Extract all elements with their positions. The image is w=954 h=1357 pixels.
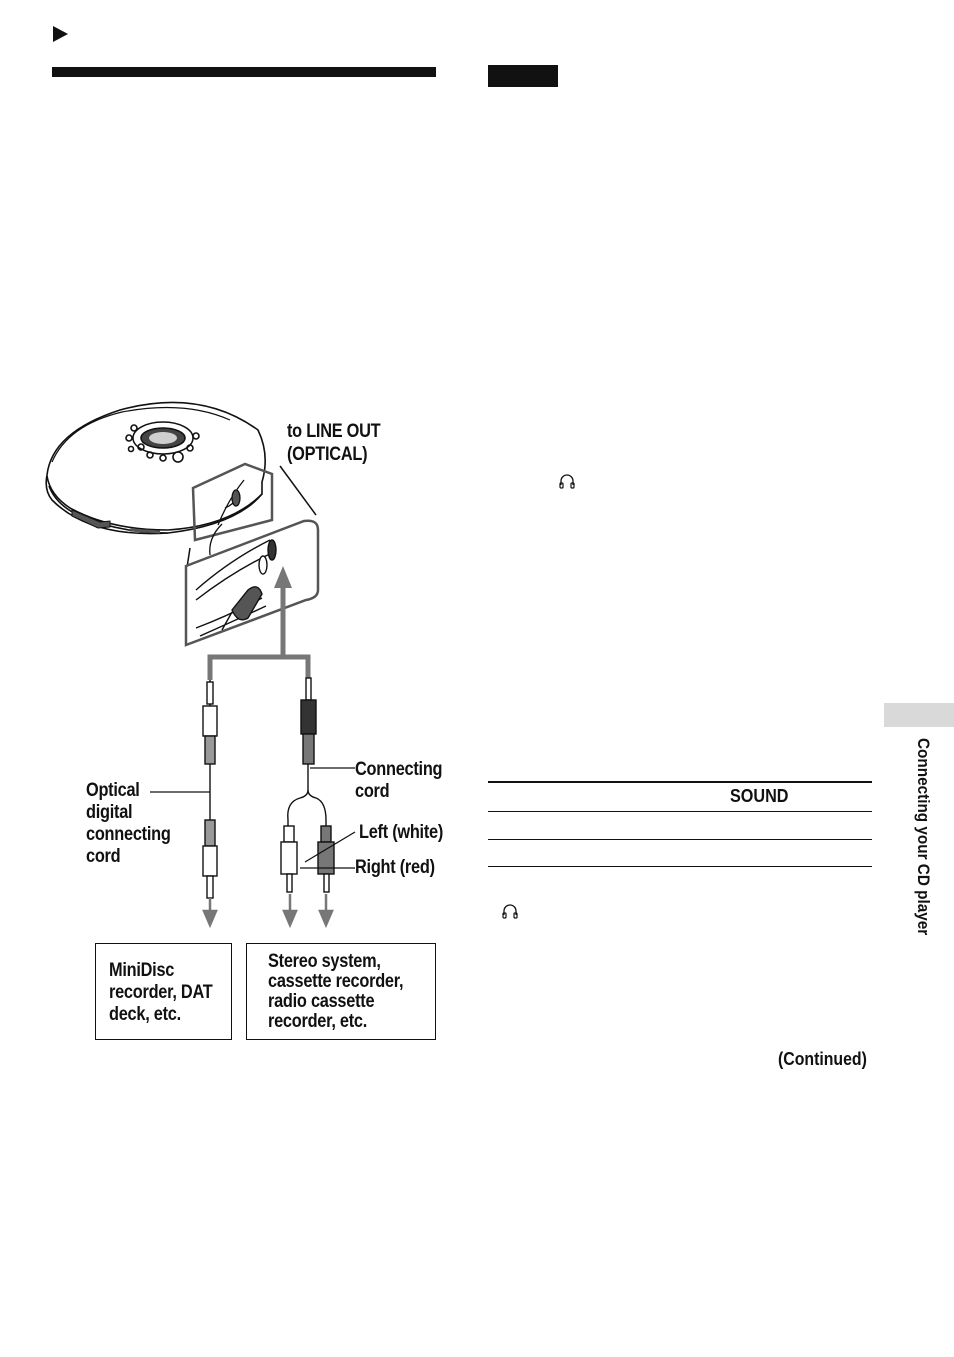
cd-player-illustration [46, 402, 265, 533]
table-header-sound: SOUND [730, 786, 789, 806]
label-left-white: Left (white) [359, 822, 444, 843]
label-connecting-1: Connecting [355, 759, 443, 780]
label-connecting-2: cord [355, 781, 390, 802]
minidisc-line: recorder, DAT [109, 982, 213, 1003]
continued-note: (Continued) [778, 1049, 867, 1069]
label-optical-3: connecting [86, 824, 171, 845]
destination-box-minidisc [95, 943, 232, 1040]
label-right-red: Right (red) [355, 857, 435, 878]
stereo-line: recorder, etc. [268, 1011, 368, 1032]
minidisc-line: deck, etc. [109, 1004, 181, 1025]
minidisc-line: MiniDisc [109, 960, 175, 981]
down-arrows [204, 894, 332, 925]
label-optical-1: Optical [86, 780, 140, 801]
destination-box-stereo [246, 943, 436, 1040]
optical-cord [203, 680, 217, 898]
label-line-out-2: (OPTICAL) [287, 444, 368, 465]
stereo-line: cassette recorder, [268, 971, 404, 992]
stereo-line: Stereo system, [268, 951, 381, 972]
stereo-line: radio cassette [268, 991, 375, 1012]
label-optical-4: cord [86, 846, 121, 867]
zoom-callout-large [186, 521, 318, 645]
section-title-vertical: Connecting your CD player [914, 738, 933, 936]
label-optical-2: digital [86, 802, 133, 823]
label-line-out-1: to LINE OUT [287, 421, 381, 442]
